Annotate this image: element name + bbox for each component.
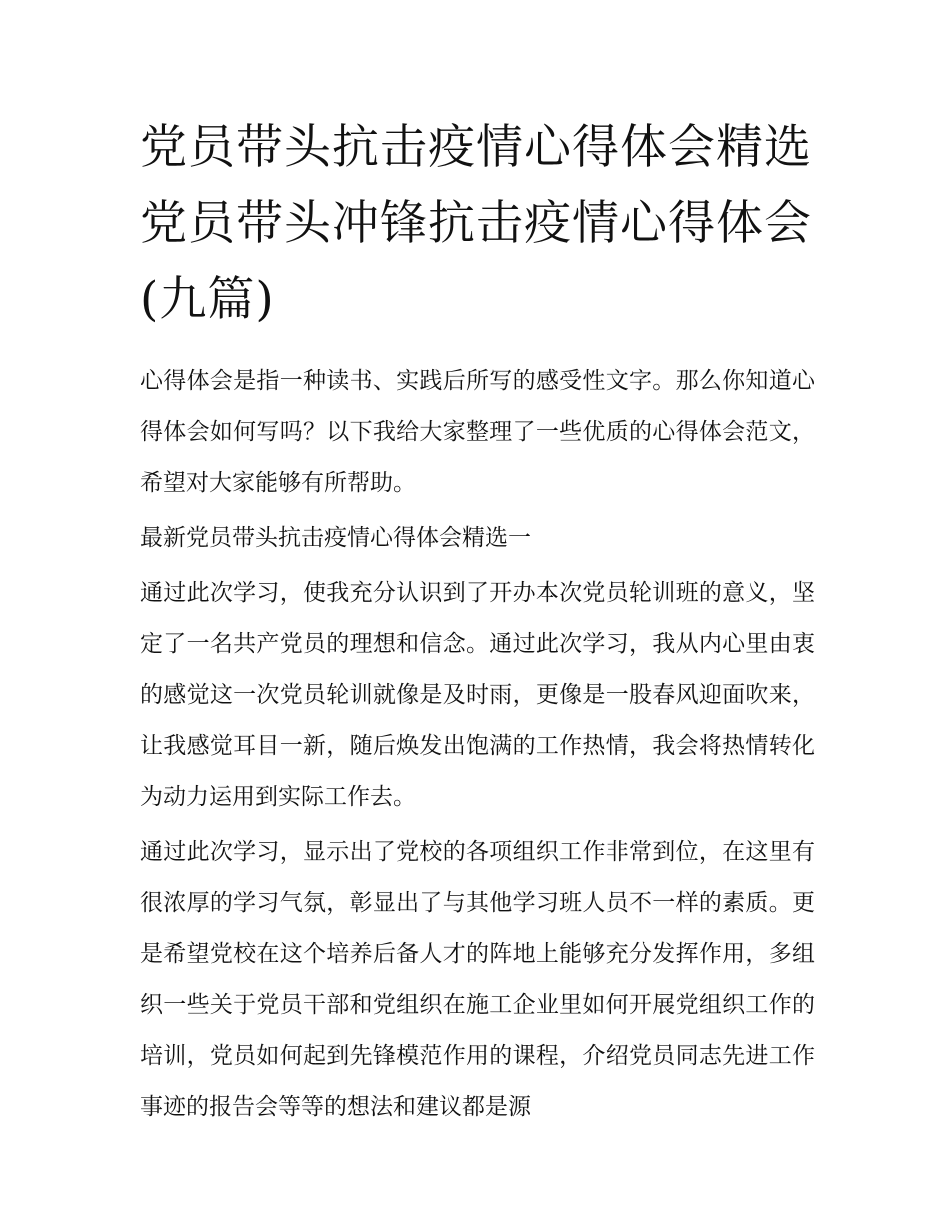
body-paragraph: 通过此次学习，使我充分认识到了开办本次党员轮训班的意义，坚定了一名共产党员的理想和信念。通过此次学习，我从内心里由衷的感觉这一次党员轮训就像是及时雨，更像是一股春风迎面吹来，让我感觉耳目一新，随后焕发出饱满的工作热情，我会将热情转化为动力运用到实际工作去。 (140, 580, 815, 810)
section-heading: 最新党员带头抗击疫情心得体会精选一 (140, 525, 531, 551)
intro-paragraph: 心得体会是指一种读书、实践后所写的感受性文字。那么你知道心得体会如何写吗？以下我给大家整理了一些优质的心得体会范文，希望对大家能够有所帮助。 (140, 368, 815, 496)
document-title: 党员带头抗击疫情心得体会精选 党员带头冲锋抗击疫情心得体会(九篇) (140, 120, 812, 327)
document-body (140, 356, 815, 1133)
document-page (140, 110, 815, 1137)
body-paragraph: 通过此次学习，显示出了党校的各项组织工作非常到位，在这里有很浓厚的学习气氛，彰显出了与其他学习班人员不一样的素质。更是希望党校在这个培养后备人才的阵地上能够充分发挥作用，多组织一些关于党员干部和党组织在施工企业里如何开展党组织工作的培训，党员如何起到先锋模范作用的课程，介绍党员同志先进工作事迹的报告会等等的想法和建议都是源 (140, 839, 815, 1120)
